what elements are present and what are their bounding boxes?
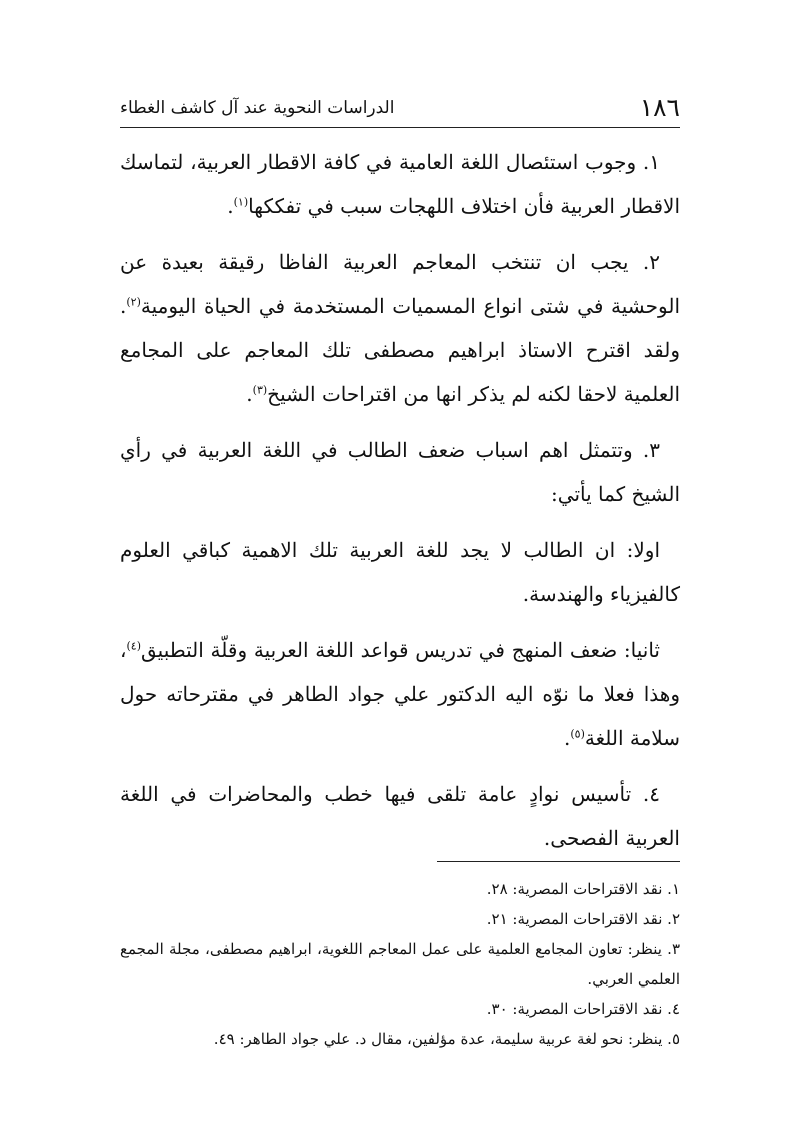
main-text [120,140,680,872]
paragraph-2 [120,240,680,416]
paragraph-6: ٤. تأسيس نوادٍ عامة تلقى فيها خطب والمحاضرات في اللغة العربية الفصحى. [120,782,680,850]
footnote-2: ٢. نقد الاقتراحات المصرية: ٢١. [486,910,680,928]
footnote-5: ٥. ينظر: نحو لغة عربية سليمة، عدة مؤلفين، مقال د. علي جواد الطاهر: ٤٩. [213,1030,680,1048]
paragraph-1-end: . [227,194,234,218]
paragraph-5-end: . [563,726,571,750]
paragraph-5-text: ثانيا: ضعف المنهج في تدريس قواعد اللغة العربية وقلّة التطبيق [140,638,660,662]
running-title: الدراسات النحوية عند آل كاشف الغطاء [120,98,395,118]
paragraph-2-end: . [246,382,253,406]
paragraph-2-text-continued: . ولقد اقترح الاستاذ ابراهيم مصطفى تلك المعاجم على المجامع العلمية لاحقا لكنه لم يذكر انها من اقتراحات الشيخ [120,294,680,406]
footnote-ref-1[interactable]: (١) [233,195,249,209]
paragraph-1-text: ١. وجوب استئصال اللغة العامية في كافة الاقطار العربية، لتماسك الاقطار العربية فأن اختلاف اللهجات سبب في تفككها [120,150,680,218]
footnote-divider [437,861,680,862]
footnote-3: ٣. ينظر: تعاون المجامع العلمية على عمل المعاجم اللغوية، ابراهيم مصطفى، مجلة المجمع العلمي العربي. [120,940,680,988]
footnote-ref-2[interactable]: (٢) [126,295,141,309]
page-number: ١٨٦ [639,93,680,122]
paragraph-5-text-continued: ، وهذا فعلا ما نوّه اليه الدكتور علي جواد الطاهر في مقترحاته حول سلامة اللغة [120,638,680,750]
header-divider [120,127,680,128]
footnote-ref-3[interactable]: (٣) [252,383,268,397]
footnote-ref-5[interactable]: (٥) [570,727,585,741]
paragraph-3: ٣. وتتمثل اهم اسباب ضعف الطالب في اللغة العربية في رأي الشيخ كما يأتي: [120,438,680,506]
footnotes [120,874,680,1054]
paragraph-4: اولا: ان الطالب لا يجد للغة العربية تلك الاهمية كباقي العلوم كالفيزياء والهندسة. [120,538,680,606]
paragraph-5 [120,628,680,760]
page-header [120,88,680,128]
footnote-1: ١. نقد الاقتراحات المصرية: ٢٨. [486,880,680,898]
paragraph-1 [120,140,680,228]
footnote-ref-4[interactable]: (٤) [126,639,141,653]
paragraph-2-text: ٢. يجب ان تنتخب المعاجم العربية الفاظا رقيقة بعيدة عن الوحشية في شتى انواع المسميات المستخدمة في الحياة اليومية [120,250,680,318]
footnote-4: ٤. نقد الاقتراحات المصرية: ٣٠. [486,1000,680,1018]
